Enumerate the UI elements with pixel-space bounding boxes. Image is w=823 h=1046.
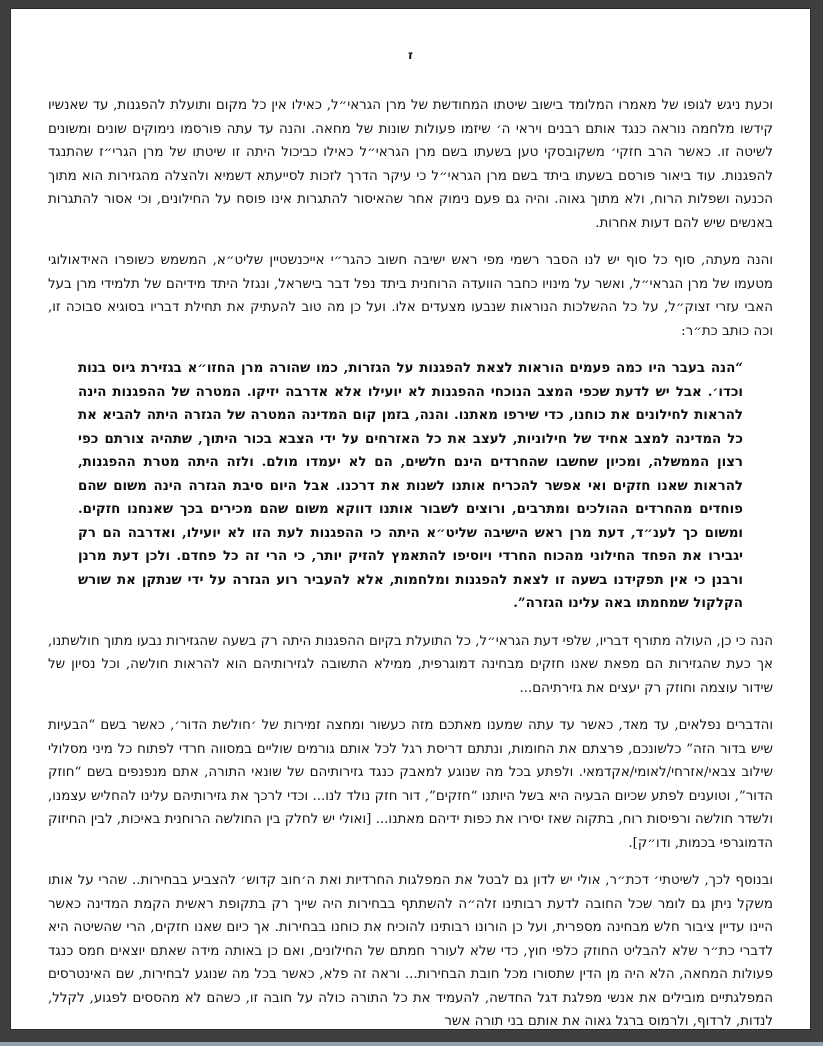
document-page [10, 8, 811, 1030]
quote-block-katar: “הנה בעבר היו כמה פעמים הוראות לצאת להפגנות על הגזרות, כמו שהורה מרן החזו״א בגזירת גיוס בנות וכדו׳. אבל יש לדעת שכפי המצב הנוכחי ההפגנות לא יועילו אלא אדרבה יזיקו. המטרה של ההפגנות הינה להראות לחילונים את כוחנו, כדי שירפו מאתנו. והנה, בזמן קום המדינה המטרה של הגזרה היתה להביא את כל המדינה למצב אחיד של חילוניות, לעצב את כל האזרחים על ידי הצבא בכור היתוך, שתהיה צורתם כפי רצון הממשלה, ומכיון שחשבו שהחרדים הינם חלשים, הם לא יעמדו מולם. ולזה היתה מטרת ההפגנות, להראות שאנו חזקים ואי אפשר להכריח אותנו לשנות את דרכנו. אבל היום סיבת הגזרה הינה משום שהם פוחדים מהחרדים ההולכים ומתרבים, ורוצים לשבור אותנו דווקא משום שהם מכירים בכך שאנחנו חזקים. ומשום כך לענ״ד, דעת מרן ראש הישיבה שליט״א היתה כי ההפגנות לעת הזו לא יועילו, ואדרבה הם רק יגבירו את הפחד החילוני מהכוח החרדי ויוסיפו להתאמץ להזיק יותר, כי הרי זה כל פחדם. ולכן דעת מרנן ורבנן כי אין תפקידנו בשעה זו לצאת להפגנות ומלחמות, אלא להעביר רוע הגזרה על ידי שנתקן את שורש הקלקול שמחמתו באה עלינו הגזרה”. [78, 360, 743, 611]
document-body [48, 94, 773, 1034]
paragraph-official-explanation: והנה מעתה, סוף כל סוף יש לנו הסבר רשמי מפי ראש ישיבה חשוב כהגר״י אייכנשטיין שליט״א, המשמש כשופרו האידאולוגי מטעמו של מרן הגראי״ל, ואשר על מינויו כחבר הוועדה הרוחנית ביתד נפל דבר בישראל, ונגזל היתד מידיהם של תלמידי מרן בעל האבי עזרי זצוק״ל, על כל ההשלכות הנוראות שנבעו מצעדים אלו. ועל כן מה טוב להעתיק את תחילת דבריו בסוגיא סבוכה זו, וכה כותב כת״ר: [48, 253, 773, 339]
paragraph-intro-shita: וכעת ניגש לגופו של מאמרו המלומד בישוב שיטתו המחודשת של מרן הגראי״ל, כאילו אין כל מקום ותועלת להפגנות, עד שאנשיו קידשו מלחמה נוראה כנגד אותם רבנים ויראי ה׳ שיזמו פעולות שונות של מחאה. והנה עד עתה פורסמו נימוקים שונים ומשונים לשיטה זו. כאשר הרב חזקי׳ משקובסקי טען בשעתו בשם מרן הגראי״ל כאילו כביכול היתה זו שיטתו של מרן הגרי״ז שהתנגד להפגנות. עוד ביאור פורסם בשעתו ביתד בשם מרן הגראי״ל כי עיקר הדרך לזכות לסייעתא דשמיא ולהצלה מהגזירות הוא מתוך הכנעה ושפלות הרוח, ולא מתוך גאוה. והיה גם פעם נימוק אחר שהאיסור להתגרות אינו פוסח על החילונים, וכי אסור להתגרות באנשים שיש להם דעות אחרות. [48, 98, 773, 231]
window-bottom-edge [0, 1042, 823, 1046]
page-number: ז [408, 48, 413, 62]
paragraph-elections-argument: ובנוסף לכך, לשיטתי׳ דכת״ר, אולי יש לדון גם לבטל את המפלגות החרדיות ואת ה׳חוב קדוש׳ להצביע בבחירות.. שהרי על אותו משקל ניתן גם לומר שכל החובה לדעת רבותינו זלה״ה להשתתף בבחירות היה שייך רק בתקופת ראשית הקמת המדינה כאשר היינו עדיין ציבור חלש מבחינה מספרית, ועל כן הורונו רבותינו להוכיח את כוחנו בבחירות. אך כיום שאנו חזקים, הרי שהשיטה היא לדברי כת״ר שלא להבליט החוזק כלפי חוץ, כדי שלא לעורר חמתם של החילונים, ואם כן באותה מידה שאתם יוצאים חמס כנגד פעולות המחאה, הלא היה מן הדין שתסורו מכל חובת הבחירות... וראה זה פלא, כאשר בכל מה שנוגע לבחירות, שם האינטרסים המפלגתיים מובילים את אנשי מפלגת דגל החדשה, להעמיד את כל התורה כולה על חובה זו, כשהם לא מהססים לפגוע, לקלל, לנדות, לרדוף, ולרמוס ברגל גאוה את אותם בני תורה אשר [48, 873, 773, 1029]
paragraph-wonder-weak-strong: והדברים נפלאים, עד מאד, כאשר עד עתה שמענו מאתכם מזה כעשור ומחצה זמירות של ׳חולשת הדור׳, כאשר בשם “הבעיות שיש בדור הזה” כלשונכם, פרצתם את החומות, ונתתם דריסת רגל לכל אותם גורמים שוליים במסווה חרדי לפתוח כל מיני מסלולי שילוב צבאי/אזרחי/לאומי/אקדמאי. ולפתע בכל מה שנוגע למאבק כנגד גזירותיהם של שונאי התורה, אתם מנפנפים בשם “חוזק הדור”, וטוענים לפתע שכיום הבעיה היא בשל היותנו “חזקים”, דור חזק נולד לנו... וכדי לרכך את גזירותיהם עלינו להחליש עצמנו, ולשדר חולשה ורפיסות רוח, בתקוה שאז יסירו את כפות ידיהם מאתנו... [ואולי יש לחלק בין החולשה הרוחנית באיכות, לבין החיזוק הדמוגרפי בכמות, ודו״ק]. [48, 718, 773, 851]
paragraph-conclusion-from-quote: הנה כי כן, העולה מתורף דבריו, שלפי דעת הגראי״ל, כל התועלת בקיום ההפגנות היתה רק בשעה שהגזירות נבעו מתוך חולשתנו, אך כעת שהגזירות הם מפאת שאנו חזקים מבחינה דמוגרפית, ממילא התשובה לגזירותיהם הוא להראות חולשה, וכל נסיון של שידור עוצמה וחוזק רק יעצים את גזירתיהם... [48, 633, 773, 696]
